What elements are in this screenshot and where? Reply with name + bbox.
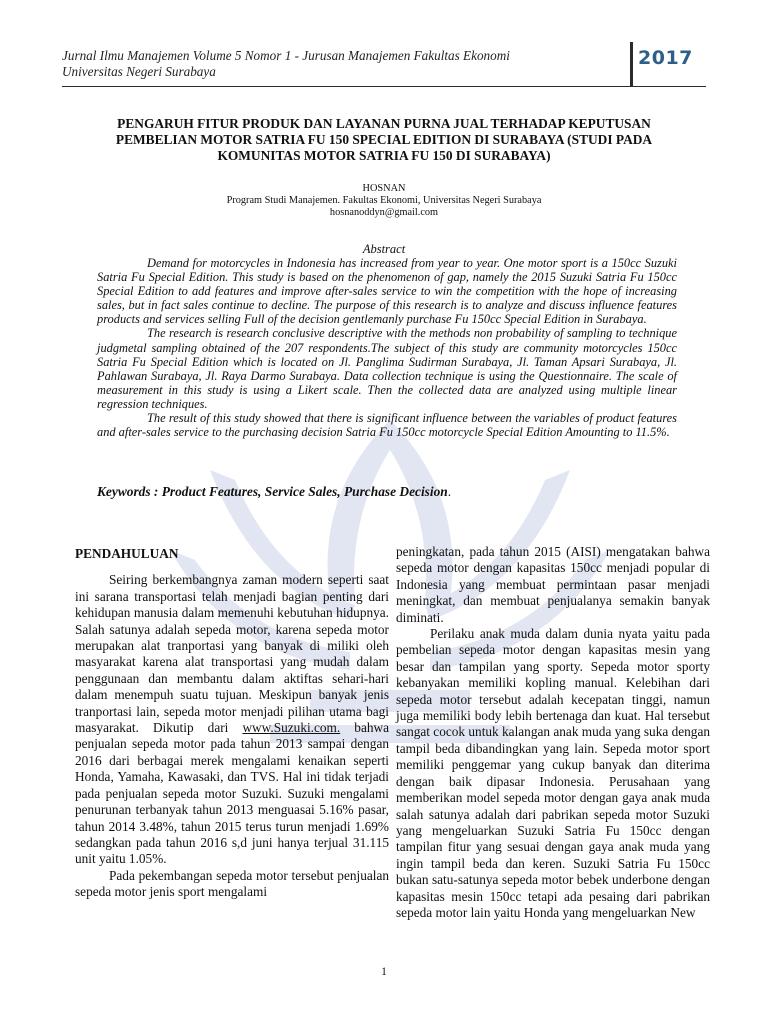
body-text: Seiring berkembangnya zaman modern seperti saat ini sarana transportasi telah menjadi bagian penting dari kehidupan manusia dalam memenuhi kebutuhan hidupnya. Salah satunya adalah sepeda motor, karena sepeda motor merupakan alat tranportasi yang banyak di miliki oleh masyarakat karena alat transportasi yang mudah dalam penggunaan dan membantu dalam aktiftas sehari-hari dalam menempuh suatu tujuan. Meskipun banyak jenis tranportasi lain, sepeda motor menjadi pilihan utama bagi masyarakat. Dikutip dari — [75, 572, 389, 736]
header-horizontal-divider — [62, 86, 706, 87]
body-paragraph: peningkatan, pada tahun 2015 (AISI) mengatakan bahwa sepeda motor dengan kapasitas 150cc menjadi popular di Indonesia yang membuat permintaan pasar menjadi meningkat, dan membuat penjualanya semakin banyak diminati. — [396, 544, 710, 625]
keywords-period: . — [447, 484, 452, 499]
keywords-text: Keywords : Product Features, Service Sales, Purchase Decision — [97, 484, 448, 499]
paper-title: PENGARUH FITUR PRODUK DAN LAYANAN PURNA JUAL TERHADAP KEPUTUSAN PEMBELIAN MOTOR SATRIA FU 150 SPECIAL EDITION DI SURABAYA (STUDI PADA KOMUNITAS MOTOR SATRIA FU 150 DI SURABAYA) — [115, 116, 653, 163]
page-number: 1 — [381, 966, 387, 978]
journal-name-line: Jurnal Ilmu Manajemen Volume 5 Nomor 1 - Jurusan Manajemen Fakultas Ekonomi — [62, 48, 510, 63]
author-block — [76, 183, 692, 219]
body-text: bahwa penjualan sepeda motor pada tahun 2013 sampai dengan 2016 dari berbagai merek mengalami kenaikan seperti Honda, Yamaha, Kawasaki, dan TVS. Hal ini tidak terjadi pada penjualan sepeda motor Suzuki. Suzuki mengalami penurunan terbanyak tahun 2013 menguasai 5.16% pasar, tahun 2014 3.48%, tahun 2015 terus turun menjadi 1.69% sedangkan pada tahun 2016 s,d juni hanya terjual 31.115 unit yaitu 1.05%. — [75, 720, 389, 867]
author-name: HOSNAN — [362, 183, 406, 194]
author-affiliation: Program Studi Manajemen. Fakultas Ekonomi, Universitas Negeri Surabaya — [226, 195, 542, 206]
abstract-heading: Abstract — [362, 242, 406, 256]
body-paragraph — [75, 572, 389, 867]
journal-university-line: Universitas Negeri Surabaya — [62, 64, 216, 79]
body-paragraph: Pada pekembangan sepeda motor tersebut penjualan sepeda motor jenis sport mengalami — [75, 867, 389, 900]
section-heading: PENDAHULUAN — [75, 546, 179, 561]
author-email: hosnanoddyn@gmail.com — [329, 207, 439, 218]
abstract-body — [97, 256, 677, 439]
body-left-column — [75, 546, 389, 901]
abstract-paragraph: The result of this study showed that there is significant influence between the variables of product features and after-sales service to the purchasing decision Satria Fu 150cc motorcycle Special Edition Amounting to 11.5%. — [97, 411, 677, 440]
keywords-line — [97, 484, 677, 500]
publication-year: 2017 — [638, 47, 693, 69]
abstract-paragraph: The research is research conclusive descriptive with the methods non probability of sampling to technique judgmetal sampling obtained of the 207 respondents.The subject of this study are community motorcycles 150cc Satria Fu Special Edition which is located on Jl. Panglima Sudirman Surabaya, Jl. Taman Apsari Surabaya, Jl. Pahlawan Surabaya, Jl. Raya Darmo Surabaya. Data collection technique is using the Questionnaire. The scale of measurement in this study is using a Likert scale. Then the collected data are analyzed using multiple linear regression techniques. — [97, 326, 677, 411]
journal-header — [62, 48, 628, 80]
suzuki-link[interactable]: www.Suzuki.com. — [242, 720, 341, 736]
body-right-column — [396, 544, 710, 921]
header-vertical-divider — [630, 42, 633, 86]
abstract-paragraph: Demand for motorcycles in Indonesia has increased from year to year. One motor sport is a 150cc Suzuki Satria Fu Special Edition. This study is based on the phenomenon of gap, namely the 2015 Suzuki Satria Fu 150cc Special Edition to add features and improve after-sales service to win the competition with the hope of increasing sales, but in fact sales continue to decline. The purpose of this research is to analyze and discuss influence features products and services selling Full of the decision gentlemanly purchase Fu 150cc Special Edition in Surabaya. — [97, 256, 677, 327]
body-paragraph: Perilaku anak muda dalam dunia nyata yaitu pada pembelian sepeda motor dengan kapasitas mesin yang besar dan tampilan yang sporty. Sepeda motor sporty kebanyakan memiliki kopling manual. Kelebihan dari sepeda motor tersebut adalah kecepatan tinggi, namun juga memiliki body lebih bertenaga dan kuat. Hal tersebut sangat cocok untuk kalangan anak muda yang suka dengan tampil beda dibandingkan yang lain. Sepeda motor sport memiliki penggemar yang cukup banyak dan diterima dengan baik dipasar Indonesia. Perusahaan yang memberikan model sepeda motor dengan gaya anak muda salah satunya adalah dari pabrikan sepeda motor Suzuki yang mengeluarkan Suzuki Satria Fu 150cc dengan tampilan fitur yang sesuai dengan gaya anak muda yang ingin tampil beda dan keren. Suzuki Satria Fu 150cc bukan satu-satunya sepeda motor bebek underbone dengan kapasitas mesin 150cc tetapi ada pesaing dari pabrikan sepeda motor lain yaitu Honda yang mengeluarkan New — [396, 626, 710, 920]
